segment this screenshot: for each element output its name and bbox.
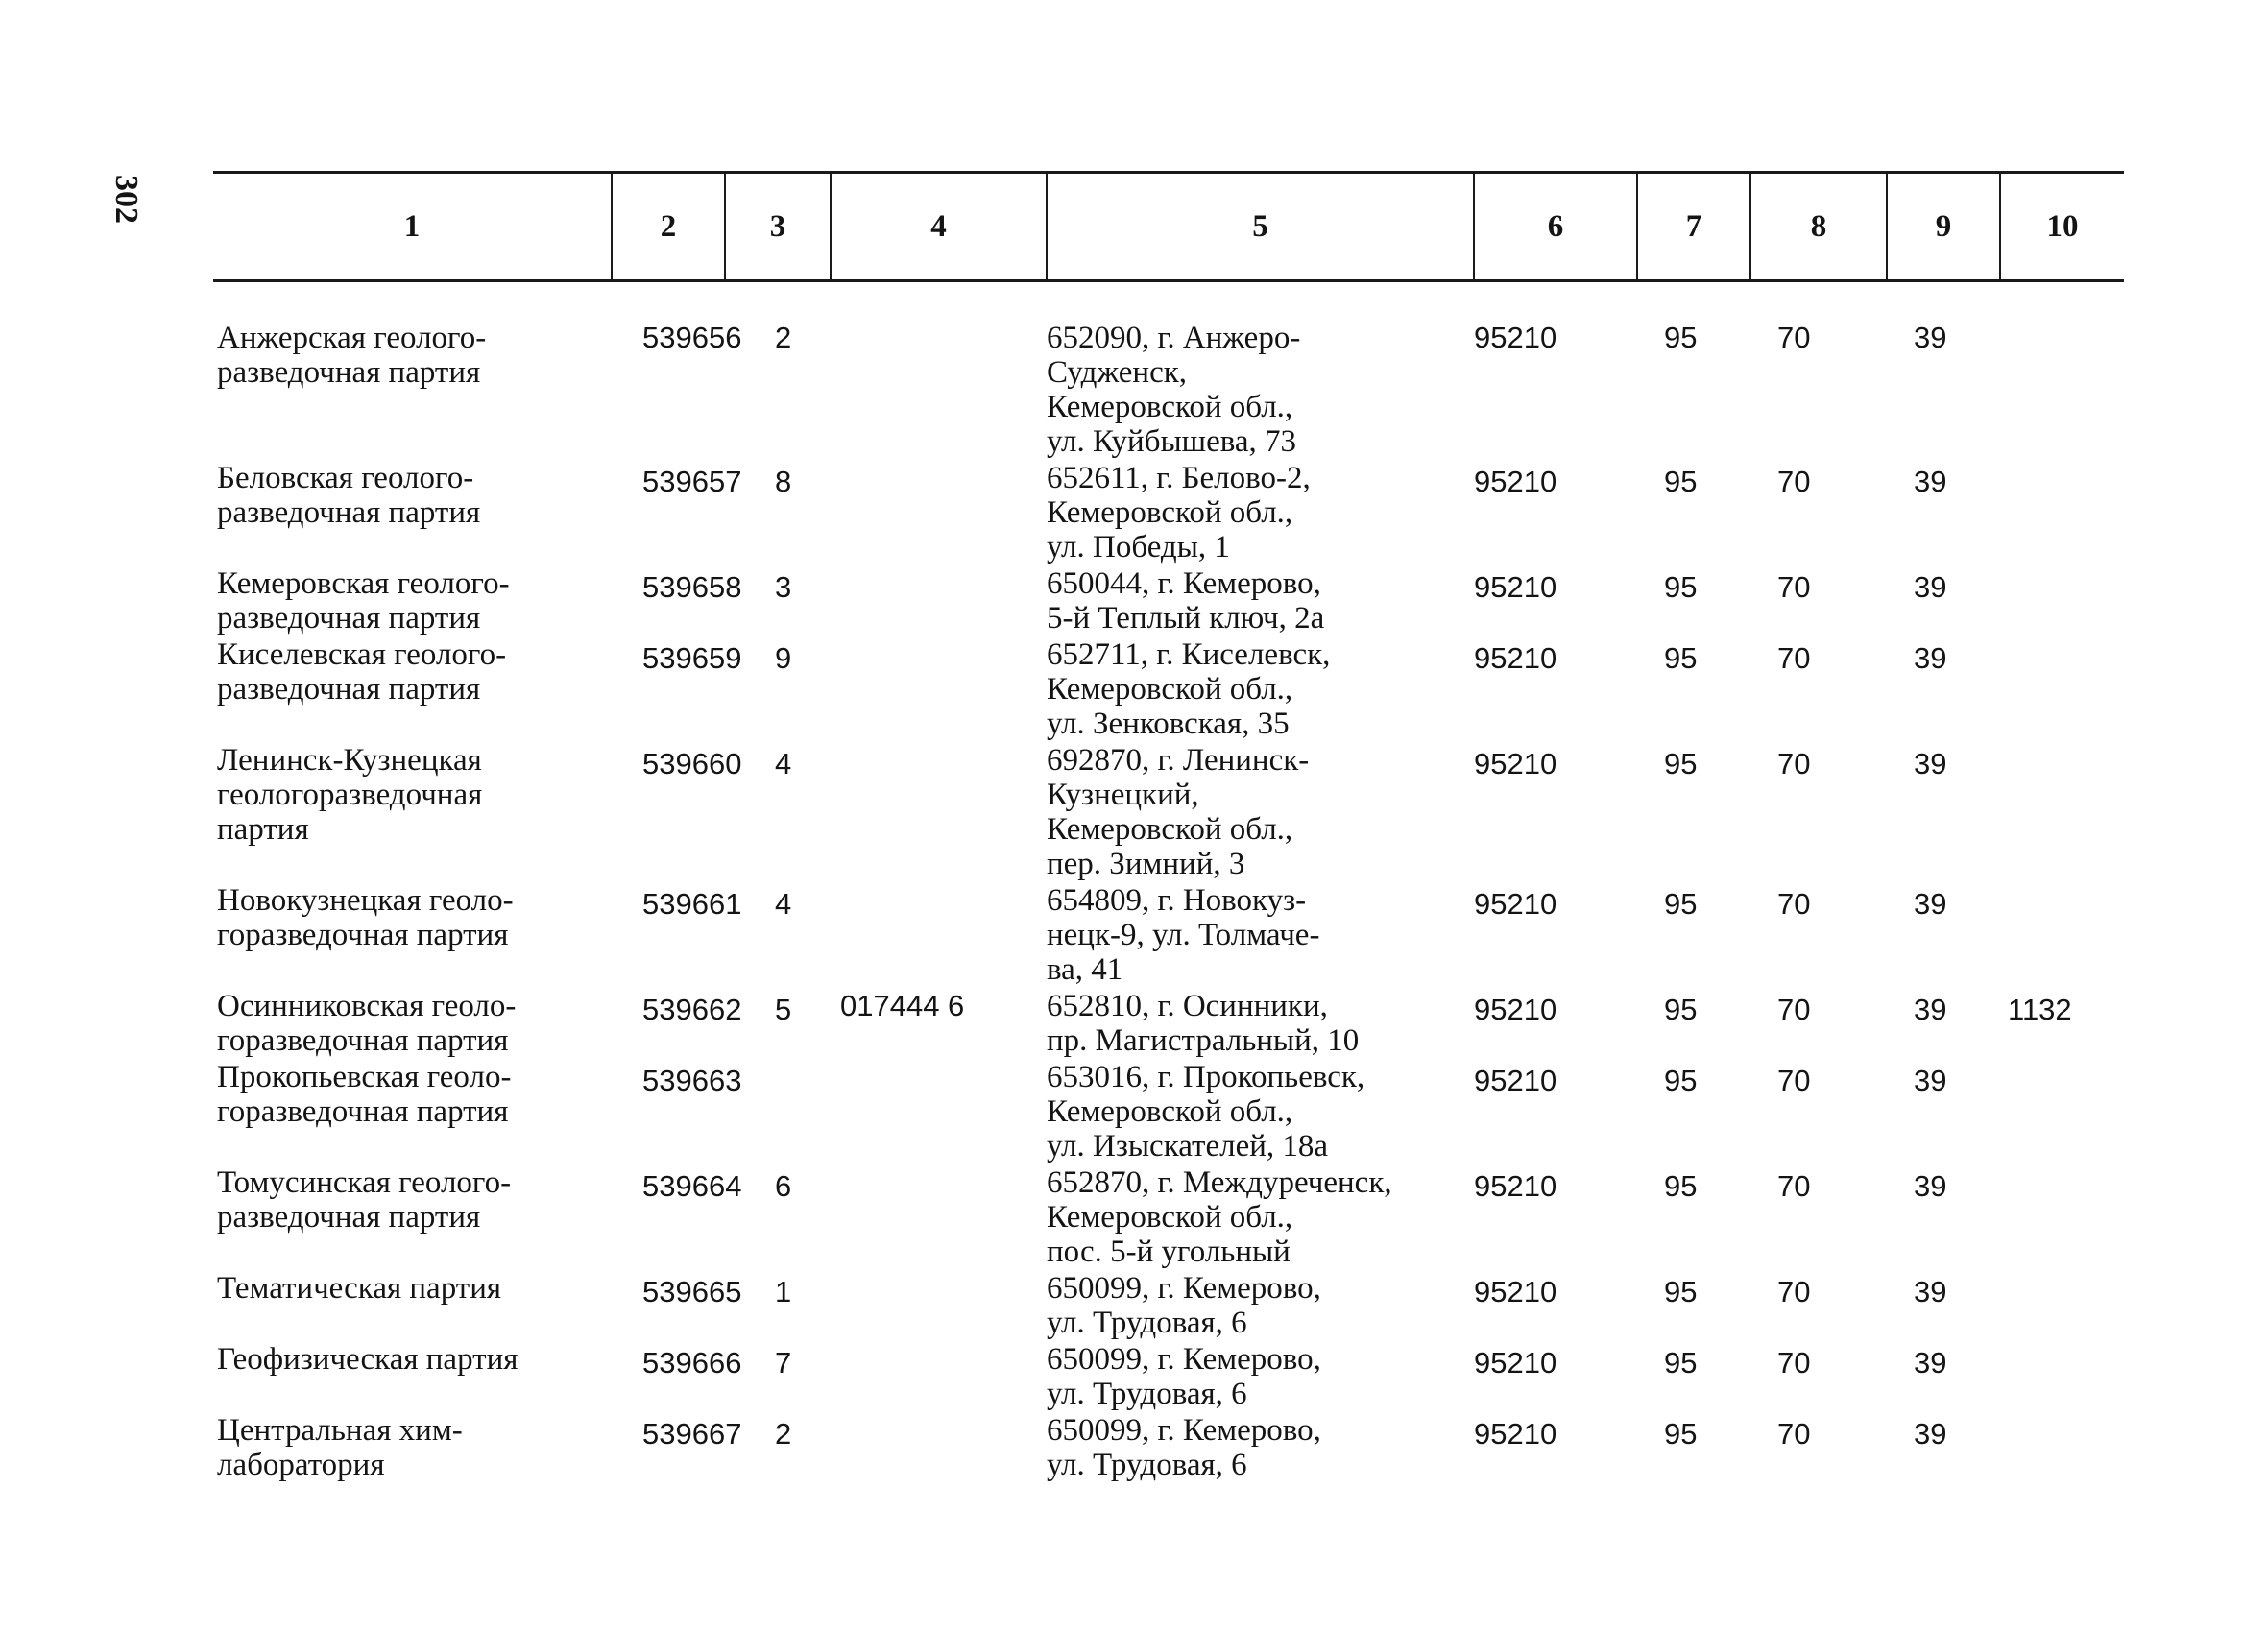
- cell-code-10: [2000, 1060, 2124, 1165]
- cell-organization-name: Центральная хим- лаборатория: [217, 1413, 463, 1482]
- cell-address: 652870, г. Междуреченск, Кемеровской обл., пос. 5-й угольный: [1047, 1165, 1392, 1269]
- cell-organization-name: Ленинск-Кузнецкая геологоразведочная партия: [217, 743, 483, 847]
- column-header-4: 4: [831, 173, 1047, 281]
- cell-code-4: [831, 1413, 1047, 1484]
- cell-code-10: [2000, 637, 2124, 743]
- cell-code-7: 95: [1664, 641, 1698, 675]
- organization-table: [213, 171, 2124, 1484]
- cell-address: 692870, г. Ленинск- Кузнецкий, Кемеровской обл., пер. Зимний, 3: [1047, 743, 1310, 881]
- cell-code-8: 70: [1777, 321, 1811, 354]
- cell-code-9: 39: [1914, 887, 1947, 921]
- table-row: [213, 281, 2124, 462]
- column-header-3: 3: [725, 173, 831, 281]
- cell-code-8: 70: [1777, 1417, 1811, 1451]
- column-header-6: 6: [1474, 173, 1637, 281]
- cell-code-6: 95210: [1474, 641, 1557, 675]
- column-header-9: 9: [1887, 173, 2000, 281]
- cell-code-10: [2000, 743, 2124, 883]
- cell-code-8: 70: [1777, 887, 1811, 921]
- cell-code-4: [831, 883, 1047, 989]
- cell-code-3: 1: [775, 1275, 792, 1308]
- table-body: [213, 281, 2124, 1485]
- cell-organization-name: Кемеровская геолого- разведочная партия: [217, 566, 510, 636]
- cell-code-8: 70: [1777, 465, 1811, 498]
- cell-address: 650044, г. Кемерово, 5-й Теплый ключ, 2а: [1047, 566, 1325, 636]
- cell-code-10: [2000, 281, 2124, 462]
- table-row: [213, 566, 2124, 637]
- cell-organization-name: Киселевская геолого- разведочная партия: [217, 637, 507, 707]
- cell-code-3: 8: [775, 465, 792, 498]
- cell-code-4: [831, 743, 1047, 883]
- table-row: [213, 637, 2124, 743]
- cell-code-4: [831, 281, 1047, 462]
- cell-code-9: 39: [1914, 993, 1947, 1026]
- cell-code-3: 9: [775, 641, 792, 675]
- cell-code-10: [2000, 1413, 2124, 1484]
- column-header-2: 2: [612, 173, 725, 281]
- cell-code-6: 95210: [1474, 1346, 1557, 1380]
- cell-code-8: 70: [1777, 641, 1811, 675]
- table-row: [213, 1060, 2124, 1165]
- cell-code-4: 017444 6: [840, 989, 965, 1022]
- cell-organization-name: Геофизическая партия: [217, 1342, 519, 1377]
- column-header-8: 8: [1750, 173, 1887, 281]
- cell-code-7: 95: [1664, 747, 1698, 780]
- cell-code-2: 539665: [642, 1275, 742, 1308]
- cell-code-9: 39: [1914, 747, 1947, 780]
- cell-code-7: 95: [1664, 993, 1698, 1026]
- cell-code-2: 539661: [642, 887, 742, 921]
- cell-address: 654809, г. Новокуз- нецк-9, ул. Толмаче- ва, 41: [1047, 883, 1320, 987]
- cell-code-8: 70: [1777, 570, 1811, 604]
- cell-code-6: 95210: [1474, 570, 1557, 604]
- cell-code-4: [831, 637, 1047, 743]
- cell-address: 650099, г. Кемерово, ул. Трудовая, 6: [1047, 1413, 1321, 1482]
- table-row: [213, 989, 2124, 1060]
- cell-organization-name: Тематическая партия: [217, 1271, 502, 1306]
- cell-code-10: [2000, 1165, 2124, 1271]
- cell-code-4: [831, 1342, 1047, 1413]
- cell-code-3: 4: [775, 747, 792, 780]
- cell-code-9: 39: [1914, 570, 1947, 604]
- cell-code-9: 39: [1914, 1064, 1947, 1097]
- cell-code-4: [831, 1271, 1047, 1342]
- cell-organization-name: Осинниковская геоло- горазведочная партия: [217, 989, 517, 1058]
- cell-code-3: 4: [775, 887, 792, 921]
- cell-code-9: 39: [1914, 1417, 1947, 1451]
- cell-code-7: 95: [1664, 1169, 1698, 1203]
- cell-code-3: 3: [775, 570, 792, 604]
- cell-code-10: [2000, 1271, 2124, 1342]
- cell-code-9: 39: [1914, 1169, 1947, 1203]
- cell-code-9: 39: [1914, 321, 1947, 354]
- cell-code-2: 539658: [642, 570, 742, 604]
- cell-code-4: [831, 461, 1047, 566]
- cell-code-2: 539666: [642, 1346, 742, 1380]
- cell-code-6: 95210: [1474, 1417, 1557, 1451]
- table-row: [213, 1271, 2124, 1342]
- cell-code-2: 539663: [642, 1064, 742, 1097]
- cell-address: 652090, г. Анжеро- Судженск, Кемеровской обл., ул. Куйбышева, 73: [1047, 321, 1301, 459]
- cell-code-9: 39: [1914, 465, 1947, 498]
- data-table: [213, 171, 2124, 1484]
- cell-code-8: 70: [1777, 1346, 1811, 1380]
- cell-address: 652810, г. Осинники, пр. Магистральный, 10: [1047, 989, 1360, 1058]
- cell-code-7: 95: [1664, 321, 1698, 354]
- cell-code-7: 95: [1664, 1346, 1698, 1380]
- cell-code-10: 1132: [2008, 993, 2072, 1026]
- table-row: [213, 883, 2124, 989]
- cell-address: 652611, г. Белово-2, Кемеровской обл., ул. Победы, 1: [1047, 461, 1311, 564]
- cell-code-6: 95210: [1474, 1275, 1557, 1308]
- cell-code-2: 539664: [642, 1169, 742, 1203]
- cell-code-2: 539662: [642, 993, 742, 1026]
- cell-code-3: 7: [775, 1346, 792, 1380]
- cell-code-4: [831, 566, 1047, 637]
- column-header-10: 10: [2000, 173, 2124, 281]
- cell-code-10: [2000, 461, 2124, 566]
- column-header-7: 7: [1637, 173, 1750, 281]
- cell-address: 650099, г. Кемерово, ул. Трудовая, 6: [1047, 1342, 1321, 1411]
- table-row: [213, 461, 2124, 566]
- cell-code-9: 39: [1914, 1346, 1947, 1380]
- header-row: [213, 173, 2124, 281]
- cell-organization-name: Анжерская геолого- разведочная партия: [217, 321, 487, 390]
- cell-code-3: 6: [775, 1169, 792, 1203]
- cell-code-10: [2000, 566, 2124, 637]
- cell-code-7: 95: [1664, 570, 1698, 604]
- cell-code-10: [2000, 1342, 2124, 1413]
- table-header: [213, 173, 2124, 281]
- cell-code-7: 95: [1664, 1417, 1698, 1451]
- cell-code-8: 70: [1777, 1064, 1811, 1097]
- cell-code-2: 539656: [642, 321, 742, 354]
- table-row: [213, 1165, 2124, 1271]
- cell-organization-name: Новокузнецкая геоло- горазведочная партия: [217, 883, 514, 952]
- cell-code-4: [831, 1165, 1047, 1271]
- cell-code-6: 95210: [1474, 887, 1557, 921]
- cell-code-8: 70: [1777, 1275, 1811, 1308]
- cell-address: 650099, г. Кемерово, ул. Трудовая, 6: [1047, 1271, 1321, 1340]
- cell-code-7: 95: [1664, 1275, 1698, 1308]
- cell-code-3: 5: [775, 993, 792, 1026]
- cell-code-2: 539657: [642, 465, 742, 498]
- cell-address: 652711, г. Киселевск, Кемеровской обл., ул. Зенковская, 35: [1047, 637, 1331, 741]
- cell-organization-name: Томусинская геолого- разведочная партия: [217, 1165, 512, 1235]
- cell-code-6: 95210: [1474, 1169, 1557, 1203]
- cell-code-4: [831, 1060, 1047, 1165]
- cell-code-9: 39: [1914, 1275, 1947, 1308]
- cell-code-7: 95: [1664, 887, 1698, 921]
- column-header-5: 5: [1047, 173, 1474, 281]
- cell-code-2: 539659: [642, 641, 742, 675]
- table-row: [213, 1413, 2124, 1484]
- cell-code-6: 95210: [1474, 465, 1557, 498]
- cell-code-2: 539667: [642, 1417, 742, 1451]
- cell-code-6: 95210: [1474, 747, 1557, 780]
- cell-code-3: 2: [775, 1417, 792, 1451]
- page-number: 302: [109, 175, 144, 224]
- cell-code-9: 39: [1914, 641, 1947, 675]
- cell-code-8: 70: [1777, 993, 1811, 1026]
- cell-organization-name: Прокопьевская геоло- горазведочная партия: [217, 1060, 512, 1129]
- cell-code-7: 95: [1664, 1064, 1698, 1097]
- cell-code-6: 95210: [1474, 321, 1557, 354]
- cell-code-2: 539660: [642, 747, 742, 780]
- cell-code-10: [2000, 883, 2124, 989]
- cell-code-8: 70: [1777, 1169, 1811, 1203]
- table-row: [213, 743, 2124, 883]
- column-header-1: 1: [213, 173, 612, 281]
- table-row: [213, 1342, 2124, 1413]
- cell-code-7: 95: [1664, 465, 1698, 498]
- cell-code-6: 95210: [1474, 993, 1557, 1026]
- cell-code-6: 95210: [1474, 1064, 1557, 1097]
- cell-organization-name: Беловская геолого- разведочная партия: [217, 461, 481, 530]
- cell-code-8: 70: [1777, 747, 1811, 780]
- cell-code-3: 2: [775, 321, 792, 354]
- cell-address: 653016, г. Прокопьевск, Кемеровской обл., ул. Изыскателей, 18а: [1047, 1060, 1365, 1164]
